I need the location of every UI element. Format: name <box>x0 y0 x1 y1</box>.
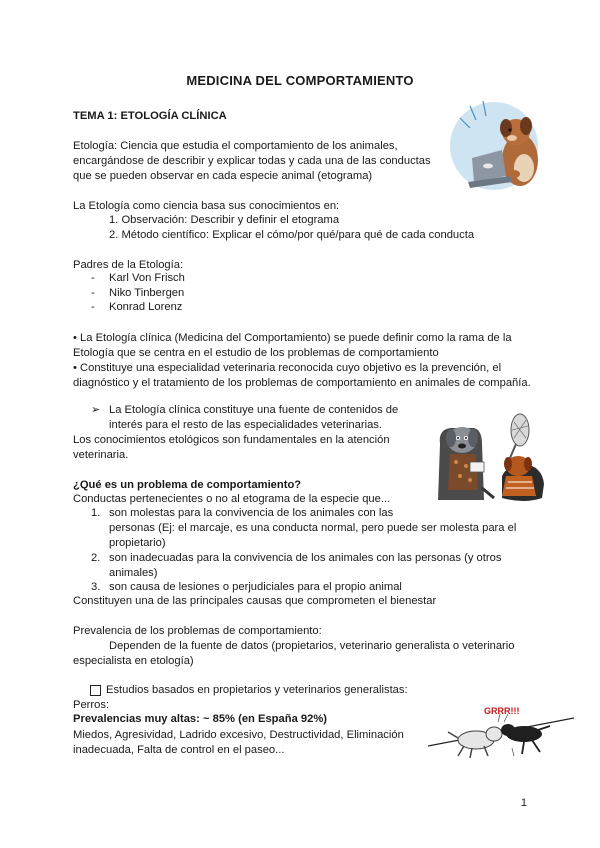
checkbox-square <box>90 685 101 696</box>
conocimientos-line: veterinaria. <box>73 449 129 461</box>
problema-item-line: son inadecuadas para la convivencia de los animales con las personas (y otros <box>109 552 502 564</box>
dog-laptop-illustration <box>450 98 546 194</box>
bases-intro: La Etología como ciencia basa sus conocimientos en: <box>73 200 340 212</box>
prevalencias-bold: Prevalencias muy altas: ~ 85% (en España 92%) <box>73 713 328 725</box>
problema-item-line: personas (Ej: el marcaje, es una conducta normal, pero puede ser molesta para el <box>109 522 517 534</box>
arrow-line: interés para el resto de las especialidades veterinarias. <box>109 419 383 431</box>
definition-line: encargándose de describir y explicar todas y cada una de las conductas <box>73 155 431 167</box>
conductas-line: inadecuada, Falta de control en el paseo... <box>73 744 285 756</box>
bases-item: 2. Método científico: Explicar el cómo/por qué/para qué de cada conducta <box>109 229 475 241</box>
list-dash: - <box>91 301 95 313</box>
problema-heading: ¿Qué es un problema de comportamiento? <box>73 479 302 491</box>
item-number: 1. <box>91 507 101 519</box>
prevalencia-heading: Prevalencia de los problemas de comportamiento: <box>73 625 322 637</box>
arrow-marker: ➢ <box>91 404 101 416</box>
problema-closing: Constituyen una de las principales causas que comprometen el bienestar <box>73 595 437 607</box>
page-title: MEDICINA DEL COMPORTAMIENTO <box>186 73 414 88</box>
conocimientos-line: Los conocimientos etológicos son fundamentales en la atención <box>73 434 390 446</box>
prevalencia-line: Dependen de la fuente de datos (propietarios, veterinario generalista o veterinario <box>109 640 515 652</box>
bullet-line: • La Etología clínica (Medicina del Comportamiento) se puede definir como la rama de la <box>73 332 512 344</box>
padres-heading: Padres de la Etología: <box>73 259 184 271</box>
problema-intro: Conductas pertenecientes o no al etograma de la especie que... <box>73 493 391 505</box>
list-dash: - <box>91 287 95 299</box>
estudios-label: Estudios basados en propietarios y veterinarios generalistas: <box>106 684 408 696</box>
bullet-line: diagnóstico y el tratamiento de los problemas de comportamiento en animales de compañía. <box>73 377 531 389</box>
perros-label: Perros: <box>73 699 110 711</box>
problema-item-line: son molestas para la convivencia de los animales con las <box>109 507 394 519</box>
bases-item: 1. Observación: Describir y definir el etograma <box>109 214 340 226</box>
problema-item-line: propietario) <box>109 537 166 549</box>
prevalencia-line: especialista en etología) <box>73 655 194 667</box>
item-number: 2. <box>91 552 101 564</box>
padre-name: Konrad Lorenz <box>109 301 183 313</box>
vet-consultation-illustration <box>432 400 550 508</box>
bullet-line: • Constituye una especialidad veterinaria reconocida cuyo objetivo es la prevención, el <box>73 362 502 374</box>
padre-name: Niko Tinbergen <box>109 287 185 299</box>
list-dash: - <box>91 272 95 284</box>
bullet-line: Etología que se centra en el estudio de los problemas de comportamiento <box>73 347 439 359</box>
dog-fight-illustration <box>428 700 574 772</box>
arrow-line: La Etología clínica constituye una fuente de contenidos de <box>109 404 399 416</box>
problema-item-line: animales) <box>109 567 158 579</box>
definition-line: que se pueden observar en cada especie animal (etograma) <box>73 170 373 182</box>
definition-line: Etología: Ciencia que estudia el comportamiento de los animales, <box>73 140 398 152</box>
item-number: 3. <box>91 581 101 593</box>
section-heading: TEMA 1: ETOLOGÍA CLÍNICA <box>73 110 227 122</box>
problema-item-line: son causa de lesiones o perjudiciales para el propio animal <box>109 581 402 593</box>
conductas-line: Miedos, Agresividad, Ladrido excesivo, Destructividad, Eliminación <box>73 729 404 741</box>
page-number: 1 <box>520 797 527 809</box>
padre-name: Karl Von Frisch <box>109 272 185 284</box>
grrr-text: GRRR!!! <box>484 706 520 716</box>
